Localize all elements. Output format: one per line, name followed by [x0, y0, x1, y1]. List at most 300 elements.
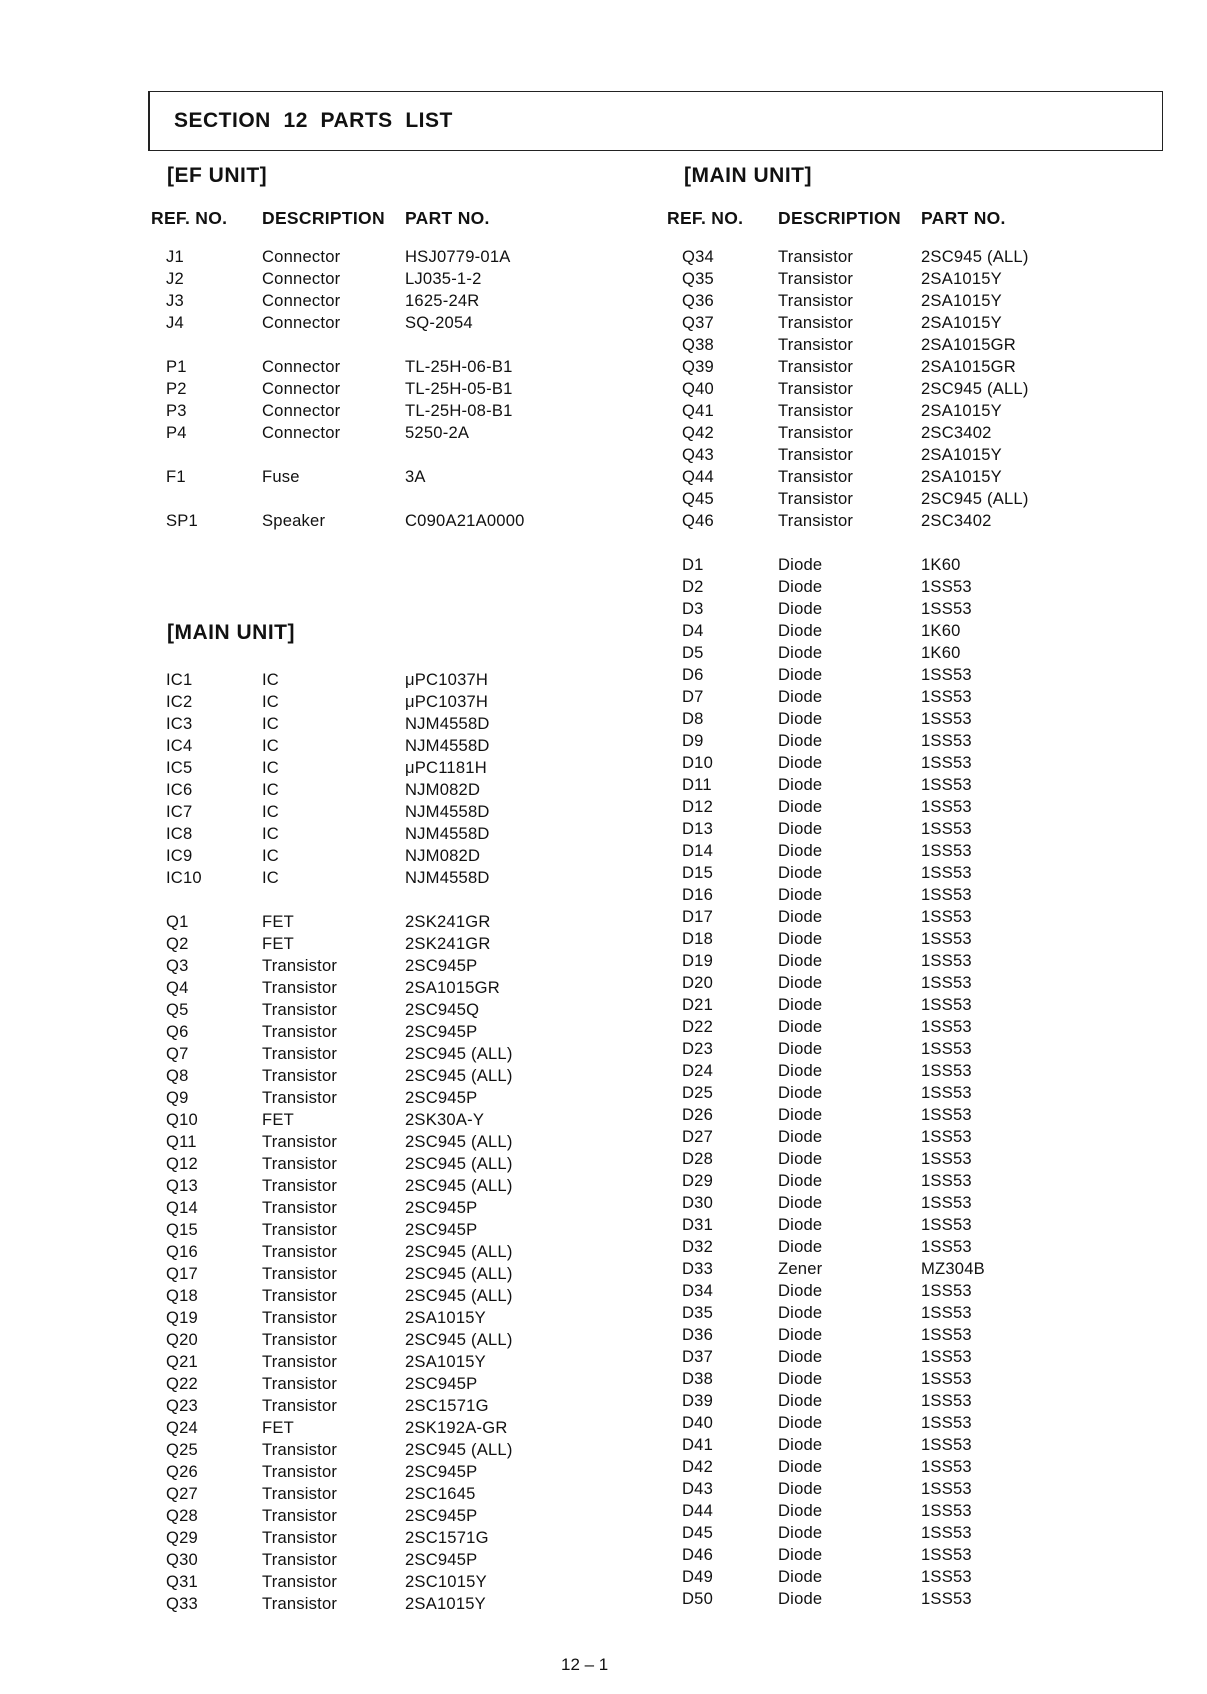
part-ref: D26: [682, 1105, 714, 1124]
main-unit-right-title: [MAIN UNIT]: [684, 164, 812, 187]
part-description: Connector: [262, 379, 341, 398]
part-row: [166, 246, 586, 268]
part-number: NJM4558D: [405, 736, 490, 755]
part-ref: D40: [682, 1413, 714, 1432]
part-number: 2SC945 (ALL): [405, 1286, 513, 1305]
part-row: [682, 598, 1102, 620]
part-row: [682, 642, 1102, 664]
part-number: TL-25H-06-B1: [405, 357, 513, 376]
part-ref: Q2: [166, 934, 189, 953]
part-description: Diode: [778, 885, 823, 904]
part-description: IC: [262, 692, 279, 711]
part-row: [682, 1236, 1102, 1258]
part-ref: Q36: [682, 291, 714, 310]
part-description: Diode: [778, 1127, 823, 1146]
part-ref: D32: [682, 1237, 714, 1256]
part-number: 1SS53: [921, 1391, 972, 1410]
part-row: [682, 488, 1102, 510]
part-description: Transistor: [262, 1308, 338, 1327]
part-ref: Q23: [166, 1396, 198, 1415]
part-row: [682, 1280, 1102, 1302]
part-ref: P4: [166, 423, 187, 442]
part-number: 2SC945P: [405, 1220, 478, 1239]
part-row: [166, 911, 586, 933]
part-row: [682, 1522, 1102, 1544]
part-number: 2SC945P: [405, 1506, 478, 1525]
part-number: 2SC945 (ALL): [405, 1132, 513, 1151]
part-row: [166, 1571, 586, 1593]
part-row: [166, 691, 586, 713]
part-row: [682, 1544, 1102, 1566]
part-row: [166, 801, 586, 823]
part-ref: D27: [682, 1127, 714, 1146]
part-ref: Q10: [166, 1110, 198, 1129]
part-ref: IC4: [166, 736, 193, 755]
part-description: Diode: [778, 1017, 823, 1036]
part-row: [166, 1549, 586, 1571]
part-description: Diode: [778, 1039, 823, 1058]
part-ref: Q12: [166, 1154, 198, 1173]
part-ref: Q14: [166, 1198, 198, 1217]
part-description: IC: [262, 670, 279, 689]
part-ref: Q6: [166, 1022, 189, 1041]
part-ref: IC10: [166, 868, 202, 887]
part-number: SQ-2054: [405, 313, 473, 332]
part-ref: Q25: [166, 1440, 198, 1459]
part-ref: D42: [682, 1457, 714, 1476]
part-row: [166, 757, 586, 779]
part-row: [166, 422, 586, 444]
part-row: [166, 378, 586, 400]
part-description: Transistor: [778, 467, 854, 486]
part-ref: D17: [682, 907, 714, 926]
part-description: Fuse: [262, 467, 300, 486]
part-description: Diode: [778, 1215, 823, 1234]
part-description: IC: [262, 824, 279, 843]
part-row: [682, 1588, 1102, 1610]
part-ref: Q45: [682, 489, 714, 508]
part-description: Transistor: [778, 489, 854, 508]
part-number: 2SK241GR: [405, 912, 491, 931]
part-description: Diode: [778, 951, 823, 970]
part-ref: Q21: [166, 1352, 198, 1371]
part-row: [682, 532, 1102, 554]
part-description: Transistor: [262, 956, 338, 975]
part-description: Diode: [778, 555, 823, 574]
part-number: 2SC945P: [405, 1462, 478, 1481]
part-ref: D24: [682, 1061, 714, 1080]
part-description: Diode: [778, 1479, 823, 1498]
part-row: [166, 1043, 586, 1065]
part-row: [682, 246, 1102, 268]
part-number: 2SA1015GR: [405, 978, 500, 997]
part-ref: Q40: [682, 379, 714, 398]
part-row: [682, 1214, 1102, 1236]
part-description: Diode: [778, 731, 823, 750]
right-header-ref: REF. NO.: [667, 208, 744, 228]
part-description: Transistor: [262, 1176, 338, 1195]
part-ref: Q13: [166, 1176, 198, 1195]
part-number: NJM082D: [405, 780, 481, 799]
part-description: IC: [262, 802, 279, 821]
part-number: 1SS53: [921, 577, 972, 596]
part-description: Diode: [778, 1325, 823, 1344]
part-description: Connector: [262, 423, 341, 442]
part-ref: D33: [682, 1259, 714, 1278]
part-number: 1SS53: [921, 1435, 972, 1454]
part-row: [682, 1390, 1102, 1412]
part-number: 2SC1571G: [405, 1528, 489, 1547]
part-ref: D50: [682, 1589, 714, 1608]
part-number: 1SS53: [921, 687, 972, 706]
part-description: FET: [262, 912, 294, 931]
part-row: [682, 774, 1102, 796]
part-description: Diode: [778, 1193, 823, 1212]
part-row: [682, 730, 1102, 752]
part-description: Diode: [778, 1149, 823, 1168]
part-row: [682, 510, 1102, 532]
part-row: [166, 1131, 586, 1153]
left-header-part-no: PART NO.: [405, 208, 490, 228]
part-description: Transistor: [262, 1528, 338, 1547]
part-row: [166, 1021, 586, 1043]
part-number: 1SS53: [921, 1237, 972, 1256]
part-ref: D16: [682, 885, 714, 904]
part-ref: SP1: [166, 511, 198, 530]
part-row: [166, 1175, 586, 1197]
part-row: [166, 1329, 586, 1351]
part-ref: D46: [682, 1545, 714, 1564]
part-row: [682, 1500, 1102, 1522]
part-row: [166, 845, 586, 867]
part-description: IC: [262, 846, 279, 865]
part-row: [682, 708, 1102, 730]
part-number: 1625-24R: [405, 291, 480, 310]
part-number: 1SS53: [921, 1193, 972, 1212]
part-description: Transistor: [778, 291, 854, 310]
part-number: C090A21A0000: [405, 511, 525, 530]
part-row: [682, 1478, 1102, 1500]
part-number: 5250-2A: [405, 423, 470, 442]
part-row: [682, 972, 1102, 994]
part-ref: J2: [166, 269, 184, 288]
part-description: Diode: [778, 995, 823, 1014]
part-description: FET: [262, 1418, 294, 1437]
part-number: 2SA1015Y: [405, 1352, 486, 1371]
part-description: Diode: [778, 1545, 823, 1564]
part-row: [166, 933, 586, 955]
part-row: [682, 1566, 1102, 1588]
part-row: [166, 268, 586, 290]
part-number: LJ035-1-2: [405, 269, 482, 288]
part-ref: D35: [682, 1303, 714, 1322]
part-row: [682, 290, 1102, 312]
part-row: [682, 906, 1102, 928]
part-description: Transistor: [262, 1440, 338, 1459]
part-number: NJM082D: [405, 846, 481, 865]
part-row: [682, 796, 1102, 818]
part-description: Transistor: [262, 1396, 338, 1415]
part-row: [166, 779, 586, 801]
part-description: Diode: [778, 863, 823, 882]
part-row: [682, 1016, 1102, 1038]
part-row: [682, 620, 1102, 642]
part-ref: D5: [682, 643, 704, 662]
part-description: Diode: [778, 1105, 823, 1124]
part-row: [166, 867, 586, 889]
part-ref: D36: [682, 1325, 714, 1344]
part-ref: Q26: [166, 1462, 198, 1481]
part-ref: D44: [682, 1501, 714, 1520]
part-number: 1SS53: [921, 753, 972, 772]
part-number: 2SC945 (ALL): [405, 1176, 513, 1195]
part-number: μPC1037H: [405, 670, 489, 689]
part-description: IC: [262, 736, 279, 755]
part-row: [682, 752, 1102, 774]
part-number: NJM4558D: [405, 714, 490, 733]
part-ref: Q22: [166, 1374, 198, 1393]
part-ref: Q5: [166, 1000, 189, 1019]
part-description: Transistor: [262, 1132, 338, 1151]
part-row: [682, 862, 1102, 884]
part-ref: D30: [682, 1193, 714, 1212]
part-row: [166, 1461, 586, 1483]
part-ref: IC6: [166, 780, 193, 799]
part-row: [166, 669, 586, 691]
part-description: Diode: [778, 973, 823, 992]
part-row: [166, 1593, 586, 1615]
part-ref: D31: [682, 1215, 714, 1234]
part-row: [166, 334, 586, 356]
part-ref: D15: [682, 863, 714, 882]
part-number: 1SS53: [921, 1171, 972, 1190]
part-number: 2SA1015Y: [921, 467, 1002, 486]
part-number: 2SC945 (ALL): [405, 1440, 513, 1459]
part-number: 1SS53: [921, 951, 972, 970]
part-ref: D20: [682, 973, 714, 992]
part-row: [682, 312, 1102, 334]
part-ref: Q15: [166, 1220, 198, 1239]
part-description: Diode: [778, 1501, 823, 1520]
ef-unit-title: [EF UNIT]: [167, 164, 268, 187]
part-row: [682, 1082, 1102, 1104]
part-number: 1SS53: [921, 1523, 972, 1542]
part-number: 2SC945 (ALL): [921, 489, 1029, 508]
part-ref: P1: [166, 357, 187, 376]
part-description: Transistor: [262, 1330, 338, 1349]
part-row: [682, 1302, 1102, 1324]
part-ref: D6: [682, 665, 704, 684]
part-ref: Q27: [166, 1484, 198, 1503]
part-number: 1SS53: [921, 1215, 972, 1234]
part-ref: Q4: [166, 978, 189, 997]
part-description: Diode: [778, 1589, 823, 1608]
part-description: Diode: [778, 1391, 823, 1410]
part-number: 2SC945P: [405, 1088, 478, 1107]
part-ref: D10: [682, 753, 714, 772]
part-description: Connector: [262, 401, 341, 420]
part-ref: Q1: [166, 912, 189, 931]
part-row: [166, 1065, 586, 1087]
part-number: 1SS53: [921, 1501, 972, 1520]
part-number: 2SC3402: [921, 423, 992, 442]
part-ref: D2: [682, 577, 704, 596]
part-number: 2SC945 (ALL): [405, 1044, 513, 1063]
part-description: Transistor: [778, 511, 854, 530]
part-description: IC: [262, 868, 279, 887]
part-row: [166, 889, 586, 911]
part-number: 1SS53: [921, 1347, 972, 1366]
part-description: Diode: [778, 1281, 823, 1300]
part-row: [166, 823, 586, 845]
part-description: Diode: [778, 1435, 823, 1454]
part-row: [682, 1170, 1102, 1192]
part-ref: D12: [682, 797, 714, 816]
part-description: Transistor: [262, 1572, 338, 1591]
part-description: Transistor: [262, 1374, 338, 1393]
part-description: Transistor: [778, 379, 854, 398]
part-ref: D49: [682, 1567, 714, 1586]
part-number: 1K60: [921, 643, 961, 662]
part-ref: D9: [682, 731, 704, 750]
part-number: 1SS53: [921, 819, 972, 838]
part-number: 1SS53: [921, 973, 972, 992]
part-row: [682, 576, 1102, 598]
part-description: Transistor: [778, 357, 854, 376]
part-description: Transistor: [262, 1506, 338, 1525]
main-unit-right-parts-table: [682, 246, 1102, 1610]
part-row: [682, 1258, 1102, 1280]
part-description: Transistor: [262, 1022, 338, 1041]
part-row: [682, 818, 1102, 840]
part-description: FET: [262, 934, 294, 953]
part-row: [166, 466, 586, 488]
part-ref: D39: [682, 1391, 714, 1410]
part-ref: D3: [682, 599, 704, 618]
part-ref: D19: [682, 951, 714, 970]
part-ref: Q43: [682, 445, 714, 464]
part-row: [682, 444, 1102, 466]
part-ref: IC7: [166, 802, 193, 821]
part-ref: D4: [682, 621, 704, 640]
part-description: Diode: [778, 687, 823, 706]
part-row: [166, 1263, 586, 1285]
part-description: Connector: [262, 269, 341, 288]
part-description: Transistor: [262, 1484, 338, 1503]
part-description: Transistor: [262, 1242, 338, 1261]
part-number: 2SA1015Y: [921, 401, 1002, 420]
part-ref: D38: [682, 1369, 714, 1388]
part-row: [166, 1351, 586, 1373]
part-ref: Q30: [166, 1550, 198, 1569]
part-row: [166, 356, 586, 378]
part-ref: Q3: [166, 956, 189, 975]
part-ref: D13: [682, 819, 714, 838]
part-description: Transistor: [262, 1000, 338, 1019]
part-number: 2SC945P: [405, 956, 478, 975]
part-row: [166, 713, 586, 735]
part-ref: Q28: [166, 1506, 198, 1525]
part-number: 1SS53: [921, 863, 972, 882]
part-number: 1SS53: [921, 907, 972, 926]
part-number: 2SC945 (ALL): [405, 1154, 513, 1173]
part-description: Diode: [778, 1413, 823, 1432]
part-ref: Q20: [166, 1330, 198, 1349]
part-description: Transistor: [262, 1352, 338, 1371]
right-header-part-no: PART NO.: [921, 208, 1006, 228]
part-number: 1SS53: [921, 775, 972, 794]
part-row: [682, 1060, 1102, 1082]
part-ref: D23: [682, 1039, 714, 1058]
part-row: [682, 1104, 1102, 1126]
part-description: Diode: [778, 1237, 823, 1256]
right-header-description: DESCRIPTION: [778, 208, 901, 228]
part-number: 1SS53: [921, 1413, 972, 1432]
part-ref: Q7: [166, 1044, 189, 1063]
ef-unit-parts-table: [166, 246, 586, 532]
part-row: [166, 955, 586, 977]
part-row: [682, 950, 1102, 972]
part-description: IC: [262, 780, 279, 799]
part-description: IC: [262, 758, 279, 777]
part-row: [166, 977, 586, 999]
left-header-ref: REF. NO.: [151, 208, 228, 228]
part-description: Diode: [778, 643, 823, 662]
part-number: 1SS53: [921, 1545, 972, 1564]
part-number: 2SC1571G: [405, 1396, 489, 1415]
part-number: 2SA1015GR: [921, 335, 1016, 354]
part-description: Connector: [262, 291, 341, 310]
part-row: [682, 268, 1102, 290]
part-number: 1K60: [921, 555, 961, 574]
part-row: [166, 290, 586, 312]
part-number: 2SA1015Y: [921, 291, 1002, 310]
part-description: IC: [262, 714, 279, 733]
part-ref: D43: [682, 1479, 714, 1498]
part-number: 2SA1015Y: [405, 1594, 486, 1613]
part-ref: D8: [682, 709, 704, 728]
part-number: 2SC945P: [405, 1374, 478, 1393]
part-number: 2SC1015Y: [405, 1572, 487, 1591]
part-row: [682, 1148, 1102, 1170]
part-row: [682, 994, 1102, 1016]
section-title: SECTION 12 PARTS LIST: [174, 109, 453, 132]
part-number: 2SK192A-GR: [405, 1418, 508, 1437]
part-row: [166, 999, 586, 1021]
part-number: HSJ0779-01A: [405, 247, 511, 266]
part-number: MZ304B: [921, 1259, 985, 1278]
part-ref: D18: [682, 929, 714, 948]
main-unit-left-parts-table: [166, 669, 586, 1615]
part-description: Diode: [778, 753, 823, 772]
part-number: 2SA1015Y: [405, 1308, 486, 1327]
part-number: 2SC3402: [921, 511, 992, 530]
part-ref: D41: [682, 1435, 714, 1454]
part-row: [682, 554, 1102, 576]
part-number: 2SC945 (ALL): [405, 1264, 513, 1283]
part-number: 1SS53: [921, 1083, 972, 1102]
part-description: Diode: [778, 1523, 823, 1542]
part-row: [682, 1192, 1102, 1214]
part-row: [166, 1197, 586, 1219]
part-number: 1SS53: [921, 1149, 972, 1168]
part-description: Transistor: [262, 1462, 338, 1481]
part-row: [682, 1324, 1102, 1346]
part-description: Diode: [778, 709, 823, 728]
part-row: [682, 928, 1102, 950]
part-ref: IC5: [166, 758, 193, 777]
part-ref: IC2: [166, 692, 193, 711]
